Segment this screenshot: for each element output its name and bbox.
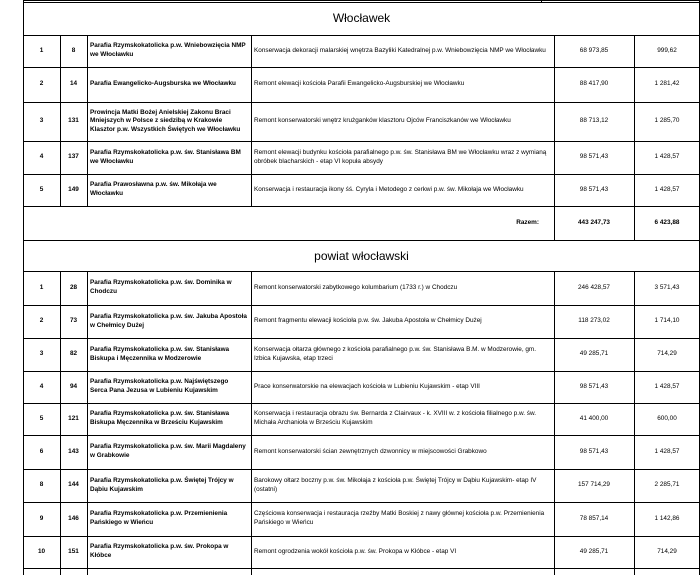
grant-amount: 3 571,43 — [654, 283, 680, 291]
table-row — [23, 174, 700, 206]
application-number: 73 — [69, 317, 78, 325]
row-number: 9 — [39, 514, 44, 522]
row-number: 5 — [39, 414, 44, 422]
row-number: 8 — [39, 481, 44, 489]
task-description: Konserwacja ołtarza głównego z kościoła parafialnego p.w. św. Stanisława B.M. w Modzerowie, gm. Izbica Kujawska, etap trzeci — [254, 345, 537, 362]
total-cost: 246 428,57 — [578, 283, 610, 291]
row-number: 6 — [39, 447, 44, 455]
grant-amount: 1 428,57 — [654, 447, 680, 455]
row-number: 3 — [39, 350, 44, 358]
table-row — [23, 67, 700, 102]
section-title: Włocławek — [332, 11, 391, 25]
task-description: Konserwacja i restauracja obrazu św. Bernarda z Clairvaux - k. XVIII w. z kościoła filialnego p.w. św. Michała Archanioła w Brześciu Kujawskim — [254, 410, 537, 426]
applicant-name: Prowincja Matki Bożej Anielskiej Zakonu Braci Mniejszych w Polsce z siedzibą w Krakowie Klasztor p.w. Wszystkich Świętych we Włocławku — [90, 108, 241, 133]
total-cost: 41 400,00 — [579, 414, 609, 422]
table-row — [23, 435, 700, 469]
row-number: 10 — [37, 547, 46, 555]
applicant-name: Parafia Rzymskokatolicka p.w. św. Stanisława BM we Włocławku — [90, 148, 241, 165]
application-number: 131 — [68, 117, 79, 125]
grant-table — [23, 0, 700, 575]
table-row — [23, 403, 700, 435]
application-number: 94 — [69, 382, 78, 390]
task-description: Częściowa konserwacja i restauracja rzeźby Matki Boskiej z nawy głównej kościoła p.w. Przemienienia Pańskiego w Wieńcu — [254, 510, 545, 526]
grant-amount: 1 428,57 — [654, 382, 680, 390]
task-description: Remont elewacji budynku kościoła parafialnego p.w. św. Stanisława BM we Włocławku wraz z wymianą obróbek blacharskich - etap VI kopuła absydy — [254, 148, 547, 165]
table-row — [23, 502, 700, 536]
table-row — [23, 102, 700, 141]
applicant-name: Parafia Ewangelicko-Augsburska we Włocławku — [90, 80, 236, 88]
table-row — [23, 469, 700, 502]
section-title: powiat włocławski — [314, 249, 409, 263]
applicant-name: Parafia Rzymskokatolicka p.w. św. Stanisława Biskupa i Męczennika w Modzerowie — [90, 345, 230, 362]
grant-amount: 600,00 — [657, 414, 677, 422]
applicant-name: Parafia Rzymskokatolicka p.w. św. Dominika w Chodczu — [90, 279, 232, 295]
applicant-name: Parafia Rzymskokatolicka p.w. Przemienienia Pańskiego w Wieńcu — [90, 510, 228, 526]
total-cost: 88 713,12 — [579, 117, 609, 125]
grant-amount: 999,62 — [657, 46, 677, 54]
row-number: 2 — [39, 80, 44, 88]
task-description: Remont konserwatorski ścian zewnętrznych dzwonnicy w miejscowości Grabkowo — [254, 447, 487, 455]
task-description: Remont elewacji kościoła Parafii Ewangelicko-Augsburskiej we Włocławku — [254, 80, 465, 88]
row-number: 5 — [39, 185, 44, 193]
grant-amount: 1 428,57 — [654, 185, 680, 193]
total-row — [23, 206, 700, 240]
task-description: Konserwacja dekoracji malarskiej wnętrza Bazyliki Katedralnej p.w. Wniebowzięcia NMP we Włocławku — [254, 46, 546, 54]
table-row — [23, 305, 700, 338]
application-number: 82 — [69, 350, 78, 358]
applicant-name: Parafia Rzymskokatolicka p.w. Świętej Trójcy w Dąbiu Kujawskim — [90, 476, 234, 493]
row-number: 1 — [39, 46, 44, 54]
total-cost: 68 973,85 — [579, 46, 609, 54]
row-number: 3 — [39, 117, 44, 125]
total-cost: 49 285,71 — [579, 350, 609, 358]
total-cost: 157 714,29 — [578, 481, 610, 489]
total-amount-sum: 6 423,88 — [654, 218, 680, 226]
grant-amount: 714,29 — [657, 547, 677, 555]
application-number: 146 — [68, 514, 79, 522]
applicant-name: Parafia Rzymskokatolicka p.w. św. Jakuba Apostoła w Chełmicy Dużej — [90, 312, 247, 329]
grant-amount: 1 142,86 — [654, 514, 680, 522]
applicant-name: Parafia Rzymskokatolicka p.w. św. Stanisława Biskupa Męczennika w Brześciu Kujawskim — [90, 410, 230, 426]
total-cost: 78 857,14 — [579, 514, 609, 522]
total-cost: 98 571,43 — [579, 382, 609, 390]
table-row — [23, 338, 700, 371]
application-number: 8 — [71, 46, 76, 54]
applicant-name: Parafia Prawosławna p.w. św. Mikołaja we Włocławku — [90, 181, 217, 197]
grant-amount: 1 285,70 — [654, 117, 680, 125]
task-description: Prace konserwatorskie na elewacjach kościoła w Lubieniu Kujawskim - etap VIII — [254, 382, 480, 390]
application-number: 121 — [68, 414, 79, 422]
table-row — [23, 35, 700, 67]
grant-amount: 2 285,71 — [654, 481, 680, 489]
total-cost: 98 571,43 — [579, 153, 609, 161]
total-label: Razem: — [516, 218, 539, 226]
task-description: Remont konserwatorski zabytkowego kolumbarium (1733 r.) w Chodczu — [254, 283, 458, 291]
row-number: 4 — [39, 153, 44, 161]
total-cost: 98 571,43 — [579, 185, 609, 193]
applicant-name: Parafia Rzymskokatolicka p.w. św. Marii Magdaleny w Grabkowie — [90, 443, 246, 459]
row-number: 2 — [39, 317, 44, 325]
task-description: Konserwacja i restauracja ikony śś. Cyryla i Metodego z cerkwi p.w. św. Mikołaja we Włocławku — [254, 185, 524, 193]
application-number: 144 — [68, 481, 79, 489]
grant-amount: 1 281,42 — [654, 80, 680, 88]
grant-amount: 714,29 — [657, 350, 677, 358]
total-cost: 88 417,90 — [579, 80, 609, 88]
applicant-name: Parafia Rzymskokatolicka p.w. Wniebowzięcia NMP we Włocławku — [90, 42, 246, 58]
row-number: 4 — [39, 382, 44, 390]
total-cost: 49 285,71 — [579, 547, 609, 555]
task-description: Barokowy ołtarz boczny p.w. św. Mikołaja z kościoła p.w. Świętej Trójcy w Dąbiu Kujawskim- etap IV (ostatni) — [254, 476, 537, 493]
total-cost: 118 273,02 — [578, 317, 610, 325]
table-row — [23, 371, 700, 403]
task-description: Remont fragmentu elewacji kościoła p.w. św. Jakuba Apostoła w Chełmicy Dużej — [254, 317, 482, 325]
application-number: 149 — [68, 185, 79, 193]
application-number: 143 — [68, 447, 79, 455]
application-number: 14 — [69, 80, 78, 88]
grant-amount: 1 714,10 — [654, 317, 680, 325]
task-description: Remont ogrodzenia wokół kościoła p.w. św. Prokopa w Kłóbce - etap VI — [254, 547, 457, 555]
table-row — [23, 536, 700, 568]
applicant-name: Parafia Rzymskokatolicka p.w. św. Prokopa w Kłóbce — [90, 543, 229, 559]
row-number: 1 — [39, 283, 44, 291]
table-row — [23, 271, 700, 305]
application-number: 137 — [68, 153, 79, 161]
application-number: 151 — [68, 547, 79, 555]
applicant-name: Parafia Rzymskokatolicka p.w. Najświętszego Serca Pana Jezusa w Lubieniu Kujawskim — [90, 378, 229, 394]
total-cost: 98 571,43 — [579, 447, 609, 455]
table-row — [23, 141, 700, 174]
total-cost-sum: 443 247,73 — [578, 218, 610, 226]
task-description: Remont konserwatorski wnętrz krużganków klasztoru Ojców Franciszkanów we Włocławku — [254, 117, 511, 125]
grant-amount: 1 428,57 — [654, 153, 680, 161]
application-number: 28 — [69, 283, 78, 291]
